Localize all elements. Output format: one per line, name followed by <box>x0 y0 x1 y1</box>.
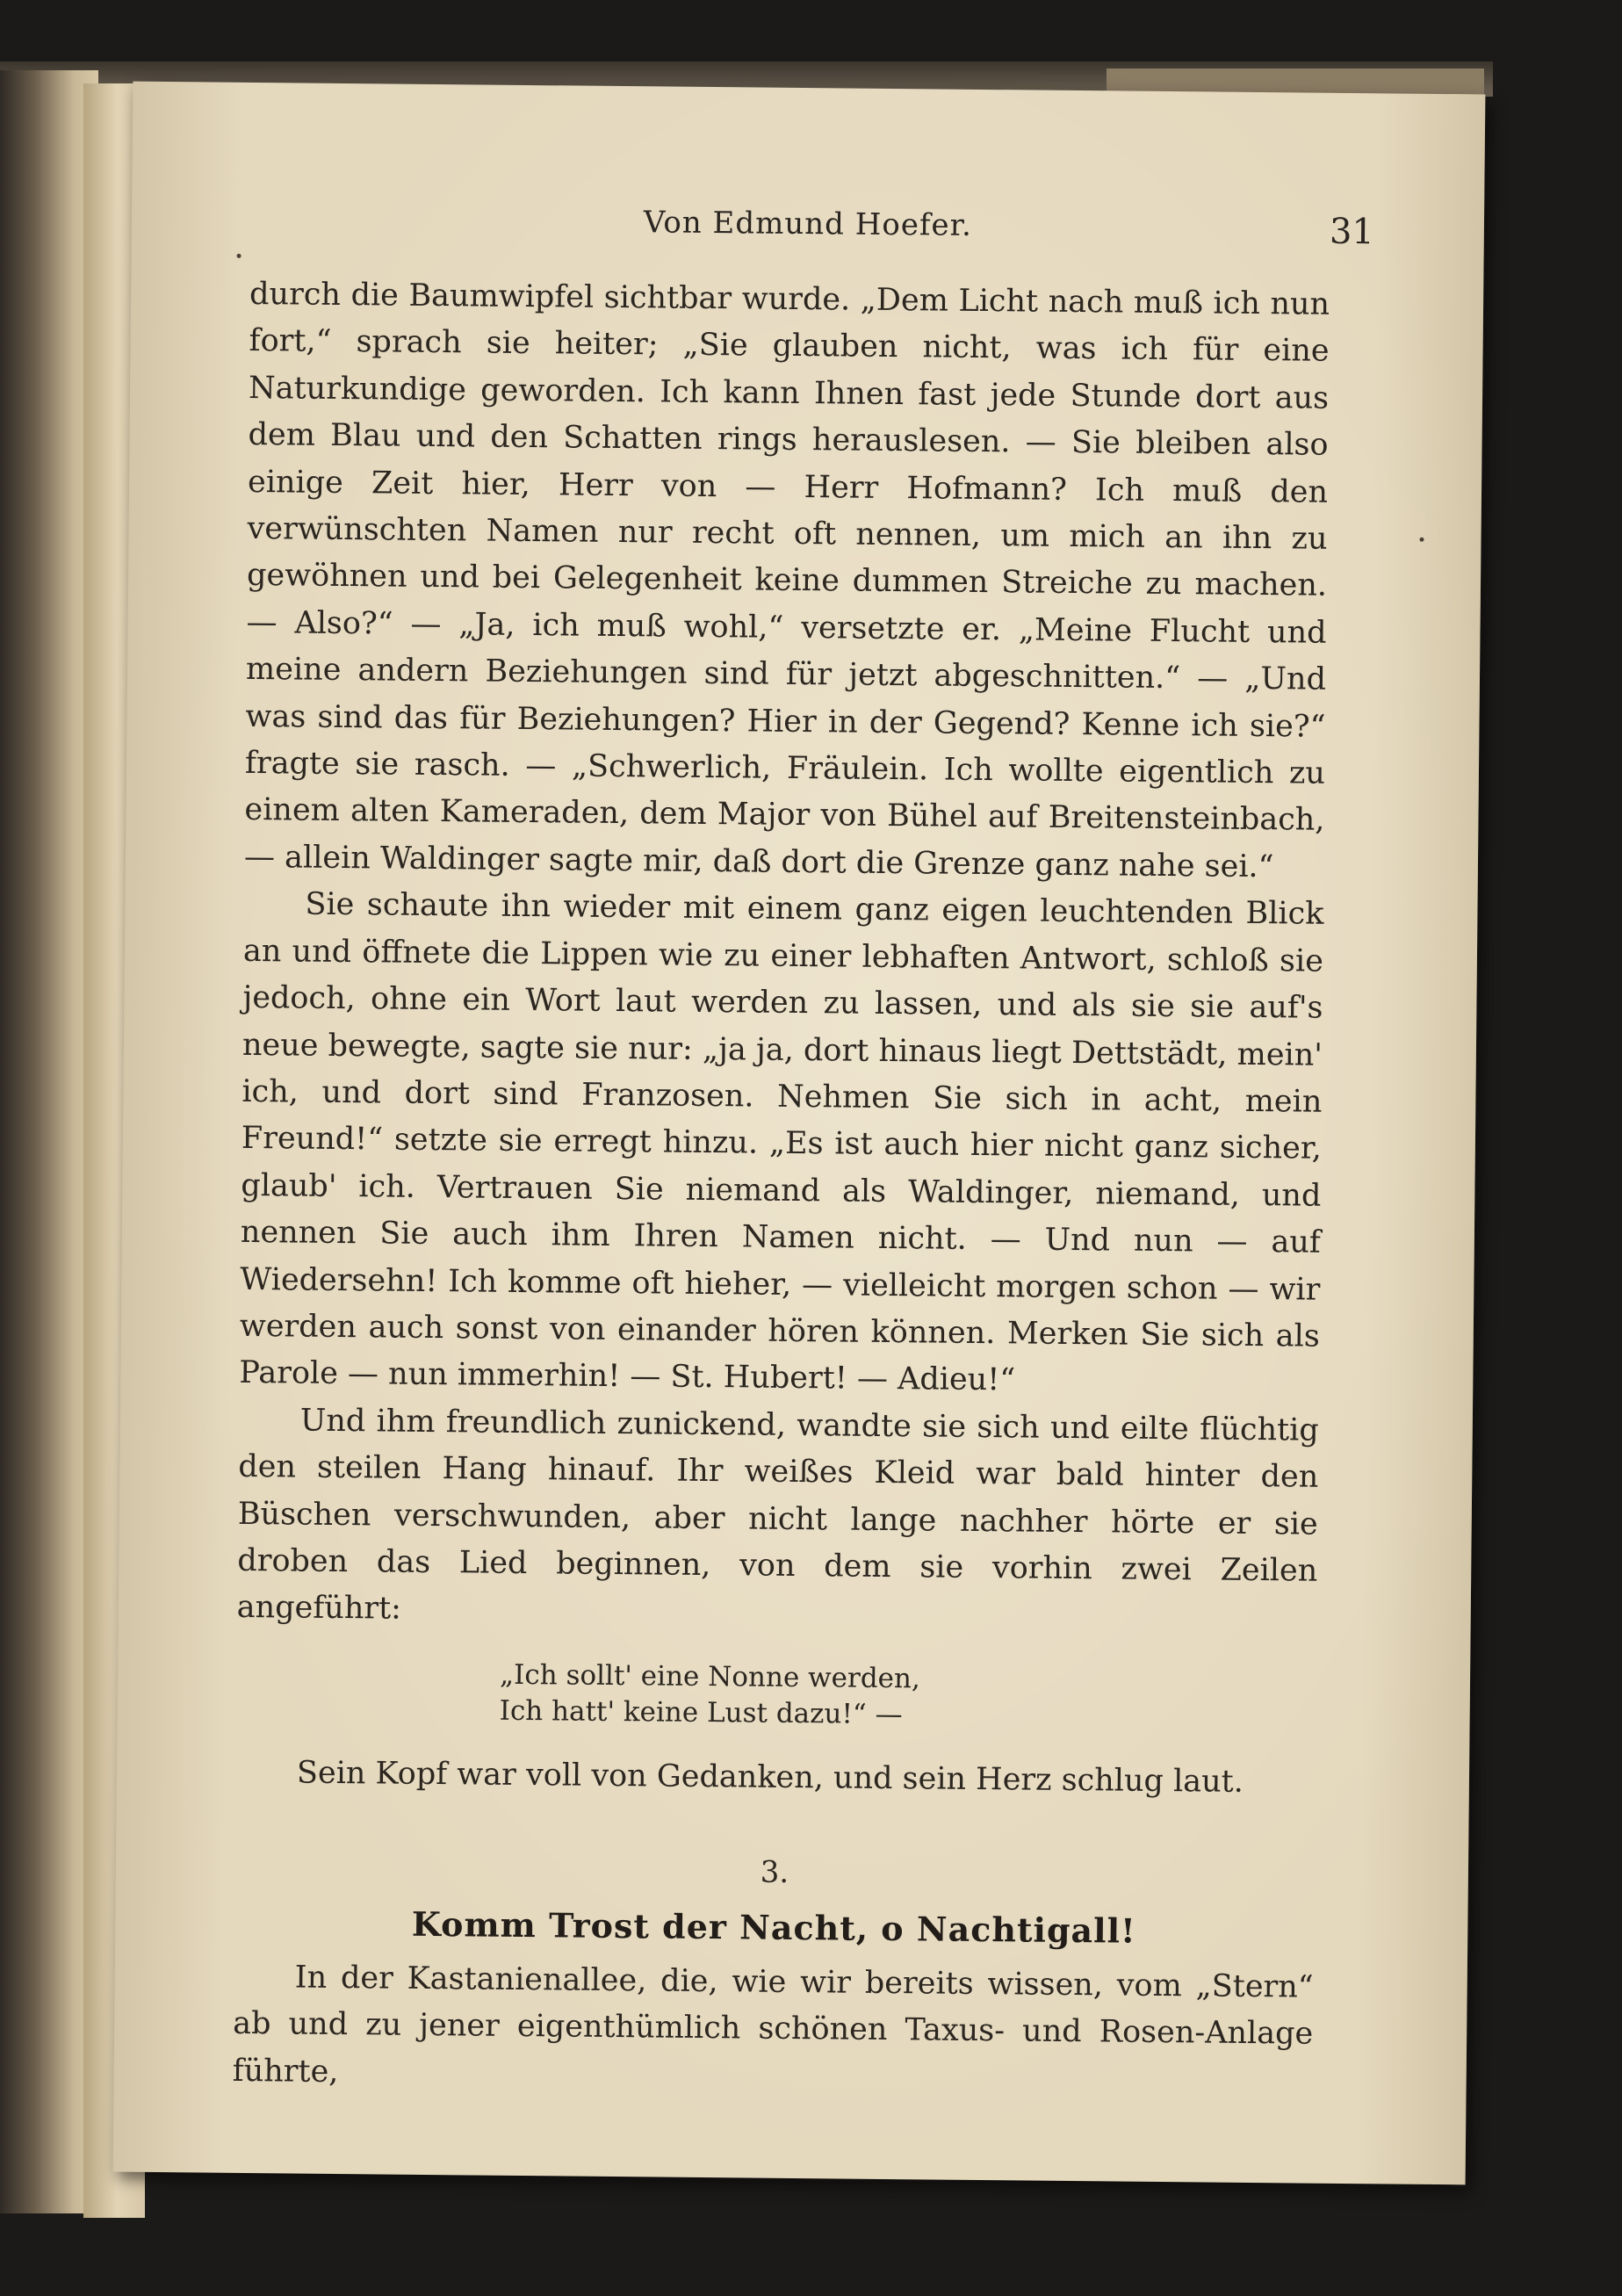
body-text <box>232 271 1330 2105</box>
paper-speck <box>1419 538 1424 542</box>
page-header <box>131 200 1484 275</box>
verse-block <box>499 1657 1316 1737</box>
paragraph: Und ihm freundlich zunickend, wandte sie sich und eilte flüchtig den steilen Hang hinauf. Ihr weißes Kleid war bald hinter den Büschen verschwunden, aber nicht lange nachher hörte er sie droben das Lied beginnen, von dem sie vorhin zwei Zeilen angeführt: <box>236 1403 1319 1628</box>
paragraph: Sie schaute ihn wieder mit einem ganz eigen leuchtenden Blick an und öffnete die Lippen wie zu einer lebhaften Antwort, schloß sie jedoch, ohne ein Wort laut werden zu lassen, und als sie sie auf's neue bewegte, sagte sie nur: „ja ja, dort hinaus liegt Dettstädt, mein' ich, und dort sind Franzosen. Nehmen Sie sich in acht, mein Freund!“ setzte sie erregt hinzu. „Es ist auch hier nicht ganz sicher, glaub' ich. Vertrauen Sie niemand als Waldinger, niemand, und nennen Sie auch ihm Ihren Namen nicht. — Und nun — auf Wiedersehn! Ich komme oft hieher, — vielleicht morgen schon — wir werden auch sonst von einander hören können. Merken Sie sich als Parole — nun immerhin! — St. Hubert! — Adieu!“ <box>239 886 1324 1398</box>
section-number: 3. <box>760 1854 789 1891</box>
verse-line: Ich hatt' keine Lust dazu!“ — <box>499 1694 903 1730</box>
book-page <box>113 82 1486 2185</box>
paragraph: durch die Baumwipfel sichtbar wurde. „Dem Licht nach muß ich nun fort,“ sprach sie heiter; „Sie glauben nicht, was ich für eine Naturkundige geworden. Ich kann Ihnen fast jede Stunde dort aus dem Blau und den Schatten rings herauslesen. — Sie bleiben also einige Zeit hier, Herr von — Herr Hofmann? Ich muß den verwünschten Namen nur recht oft nennen, um mich an ihn zu gewöhnen und bei Gelegenheit keine dummen Streiche zu machen. — Also?“ — „Ja, ich muß wohl,“ versetzte er. „Meine Flucht und meine andern Beziehungen sind für jetzt abgeschnitten.“ — „Und was sind das für Beziehungen? Hier in der Gegend? Kenne ich sie?“ fragte sie rasch. — „Schwerlich, Fräulein. Ich wollte eigentlich zu einem alten Kameraden, dem Major von Bühel auf Breitensteinbach, — allein Waldinger sagte mir, daß dort die Grenze ganz nahe sei.“ <box>243 276 1330 885</box>
paragraph: Sein Kopf war voll von Gedanken, und sein Herz schlug laut. <box>296 1755 1244 1800</box>
paragraph: In der Kastanienallee, die, wie wir bereits wissen, vom „Stern“ ab und zu jener eigenthümlich schönen Taxus- und Rosen-Anlage führte, <box>232 1960 1314 2090</box>
section-title: Komm Trost der Nacht, o Nachtigall! <box>411 1903 1136 1951</box>
page-number: 31 <box>1329 211 1375 253</box>
paper-speck <box>237 254 241 258</box>
running-head: Von Edmund Hoefer. <box>643 205 973 243</box>
verse-line: „Ich sollt' eine Nonne werden, <box>499 1658 920 1695</box>
